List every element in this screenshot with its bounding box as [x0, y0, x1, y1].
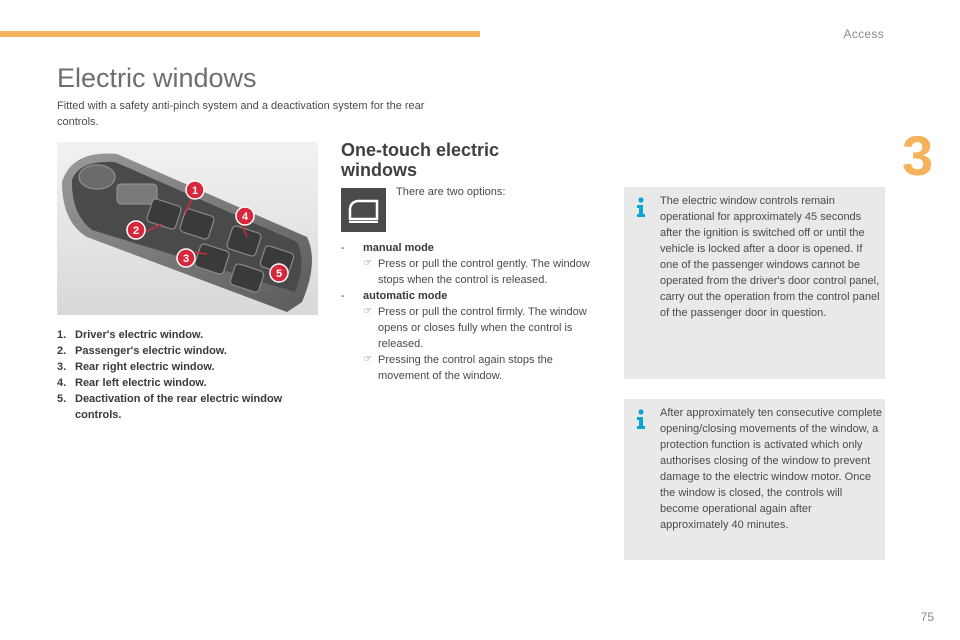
legend-item: 5. Deactivation of the rear electric window controls. [57, 393, 283, 421]
info-icon [634, 409, 648, 429]
manual-bullet: ☞ Press or pull the control gently. The window stops when the control is released. [363, 258, 590, 286]
one-touch-heading: One-touch electric windows [341, 140, 500, 180]
pointing-hand-icon: ☞ [363, 354, 372, 365]
info-box-protection [624, 399, 885, 560]
callout-2-label: 2 [132, 225, 140, 237]
info-icon [634, 197, 648, 217]
intro-text: Fitted with a safety anti-pinch system and a deactivation system for the rear controls. [57, 100, 425, 128]
callout-1-label: 1 [191, 185, 199, 197]
mode-automatic: - automatic mode [341, 290, 448, 302]
window-controls-photo [57, 142, 318, 315]
info-text: The electric window controls remain operational for approximately 45 seconds after the ignition is switched off or until the vehicle is locked after a door is opened. If one of the passenger windows cannot be operated from the driver's door control panel, carry out the operation from the control panel of the passenger door in question. [660, 195, 880, 319]
page-number: 75 [920, 610, 934, 624]
callout-5-label: 5 [275, 268, 283, 280]
mode-manual: - manual mode [341, 242, 434, 254]
mode-list [341, 240, 591, 384]
legend-item: 4. Rear left electric window. [57, 377, 207, 389]
mode-manual-name: manual mode [363, 242, 434, 254]
window-icon [341, 188, 386, 232]
legend-item: 3. Rear right electric window. [57, 361, 215, 373]
chapter-number: 3 [902, 124, 934, 187]
options-intro: There are two options: [396, 186, 506, 198]
pointing-hand-icon: ☞ [363, 306, 372, 317]
callout-4-label: 4 [241, 211, 249, 223]
mode-automatic-name: automatic mode [363, 290, 448, 302]
automatic-bullet: ☞ Pressing the control again stops the movement of the window. [363, 354, 553, 382]
section-title: Access [843, 27, 884, 41]
control-legend [57, 327, 327, 423]
info-text: After approximately ten consecutive complete opening/closing movements of the window, a protection function is activated which only authorises closing of the window to prevent damage to the electric window motor. Once the window is closed, the controls will become operational again after approximately 40 minutes. [660, 407, 882, 531]
page-title: Electric windows [57, 63, 257, 93]
automatic-bullet: ☞ Press or pull the control firmly. The window opens or closes fully when the control is released. [363, 306, 587, 350]
door-panel-illustration [57, 142, 318, 315]
legend-item: 2. Passenger's electric window. [57, 345, 227, 357]
header-accent-bar [0, 31, 480, 37]
info-box-timer [624, 187, 885, 379]
legend-item: 1. Driver's electric window. [57, 329, 204, 341]
callout-3-label: 3 [182, 253, 190, 265]
pointing-hand-icon: ☞ [363, 258, 372, 269]
